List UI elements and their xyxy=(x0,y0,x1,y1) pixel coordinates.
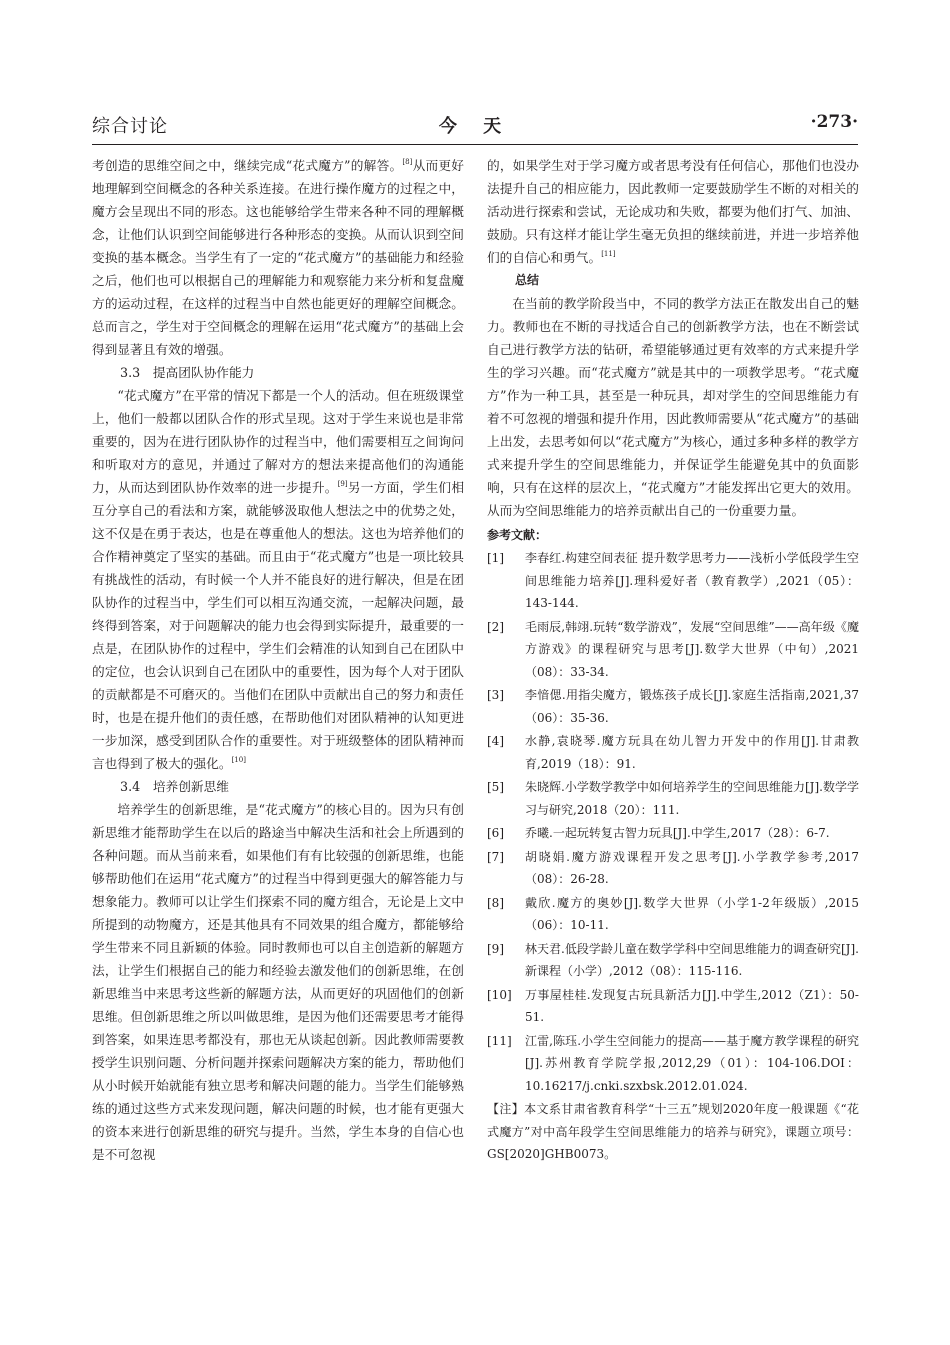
reference-number: [1] xyxy=(487,551,504,565)
citation: [11] xyxy=(601,250,616,258)
reference-number: [4] xyxy=(487,734,504,748)
reference-number: [9] xyxy=(487,941,504,956)
references-heading: 参考文献： xyxy=(487,528,548,542)
running-header xyxy=(92,112,858,142)
section-heading-3-4: 3.4 培养创新思维 xyxy=(120,779,229,794)
journal-title: 今 天 xyxy=(438,116,512,137)
reference-text: 万事屋桂桂.发现复古玩具新活力[J].中学生,2012（Z1）：50-51. xyxy=(525,987,859,1024)
citation: [8] xyxy=(402,158,413,166)
section-label: 综合讨论 xyxy=(92,116,168,137)
left-column xyxy=(92,154,464,1166)
reference-number: [8] xyxy=(487,895,504,910)
reference-text: 李愔偲.用指尖魔方，锻炼孩子成长[J].家庭生活指南,2021,37（06）：35-36. xyxy=(525,688,859,725)
reference-text: 水静,袁晓琴.魔方玩具在幼儿智力开发中的作用[J].甘肃教育,2019（18）：91. xyxy=(525,734,859,771)
section-heading-3-3: 3.3 提高团队协作能力 xyxy=(120,365,255,380)
reference-item xyxy=(487,616,859,684)
reference-number: [10] xyxy=(487,987,512,1002)
reference-text: 乔曦.一起玩转复古智力玩具[J].中学生,2017（28）：6-7. xyxy=(525,826,830,840)
paragraph-text: 另一方面，学生们相互分享自己的看法和方案，就能够汲取他人想法之中的优势之处，这不仅是在勇于表达，也是在尊重他人的想法。这也为培养他们的合作精神奠定了坚实的基础。而且由于“花式魔方”也是一项比较具有挑战性的活动，有时候一个人并不能良好的进行解决，但是在团队协作的过程当中，学生们可以相互沟通交流，一起解决问题，最终得到答案，对于问题解决的能力也会得到实际提升，最重要的一点是，在团队协作的过程中，学生们会精准的认知到自己在团队中的定位，也会认识到自己在团队中的重要性，因为每个人对于团队的贡献都是不可磨灭的。当他们在团队中贡献出自己的努力和责任时，也是在提升他们的责任感，在帮助他们对团队精神的认知更进一步加深，感受到团队合作的重要性。对于班级整体的团队精神而言也得到了极大的强化。 xyxy=(92,480,465,771)
reference-number: [7] xyxy=(487,849,504,864)
reference-text: 胡晓娟.魔方游戏课程开发之思考[J].小学教学参考,2017（08）：26-28. xyxy=(525,849,859,886)
paragraph-text: 从而更好地理解到空间概念的各种关系连接。在进行操作魔方的过程之中，魔方会呈现出不同的形态。这也能够给学生带来各种不同的理解概念，让他们认识到空间能够进行各种形态的变换。从而认识到空间变换的基本概念。当学生有了一定的“花式魔方”的基础能力和经验之后，他们也可以根据自己的理解能力和观察能力来分析和复盘魔方的运动过程，在这样的过程当中自然也能更好的理解空间概念。总而言之，学生对于空间概念的理解在运用“花式魔方”的基础上会得到显著且有效的增强。 xyxy=(92,158,464,357)
reference-text: 李春红.构建空间表征 提升数学思考力——浅析小学低段学生空间思维能力培养[J].理科爱好者（教育教学）,2021（05）：143-144. xyxy=(525,551,859,610)
citation: [9] xyxy=(337,480,348,488)
funding-note: 【注】本文系甘肃省教育科学“十三五”规划2020年度一般课题《“花式魔方”对中高年段学生空间思维能力的培养与研究》，课题立项号：GS[2020]GHB0073。 xyxy=(487,1102,859,1161)
header-rule xyxy=(92,144,858,145)
reference-item xyxy=(487,547,859,615)
paragraph-text: “花式魔方”在平常的情况下都是一个人的活动。但在班级课堂上，他们一般都以团队合作的形式呈现。这对于学生来说也是非常重要的，因为在进行团队协作的过程当中，他们需要相互之间询问和听取对方的意见，并通过了解对方的想法来提高他们的沟通能力，从而达到团队协作效率的进一步提升。 xyxy=(92,388,464,495)
reference-item xyxy=(487,684,859,729)
reference-number: [6] xyxy=(487,826,504,840)
reference-number: [11] xyxy=(487,1033,512,1048)
reference-item xyxy=(487,822,859,845)
reference-number: [5] xyxy=(487,780,504,794)
paragraph xyxy=(487,154,859,269)
right-column xyxy=(487,154,859,1166)
paragraph: 在当前的教学阶段当中，不同的教学方法正在散发出自己的魅力。教师也在不断的寻找适合自己的创新教学方法，也在不断尝试自己进行教学方法的钻研，希望能够通过更有效率的方式来提升学生的学习兴趣。而“花式魔方”就是其中的一项教学思考。“花式魔方”作为一种工具，甚至是一种玩具，却对学生的空间思维能力有着不可忽视的增强和提升作用，因此教师需要从“花式魔方”的基础上出发，去思考如何以“花式魔方”为核心，通过多种多样的教学方式来提升学生的空间思维能力，并保证学生能避免其中的负面影响，只有在这样的层次上，“花式魔方”才能发挥出它更大的效用。从而为空间思维能力的培养贡献出自己的一份重要力量。 xyxy=(487,296,859,518)
reference-number: [2] xyxy=(487,619,504,634)
reference-text: 毛雨辰,韩翊.玩转“数学游戏”，发展“空间思维”——高年级《魔方游戏》的课程研究与思考[J].数学大世界（中旬）,2021（08）：33-34. xyxy=(525,619,859,679)
reference-item xyxy=(487,938,859,983)
paragraph: 培养学生的创新思维，是“花式魔方”的核心目的。因为只有创新思维才能帮助学生在以后的路途当中解决生活和社会上所遇到的各种问题。而从当前来看，如果他们有有比较强的创新思维，也能够帮助他们在运用“花式魔方”的过程当中得到更强大的解答能力与想象能力。教师可以让学生们探索不同的魔方组合，无论是上文中所提到的动物魔方，还是其他具有不同效果的组合魔方，都能够给学生带来不同且新颖的体验。同时教师也可以自主创造新的解题方法，让学生们根据自己的能力和经验去激发他们的创新思维，在创新思维当中来思考这些新的解题方法，从而更好的巩固他们的创新思维。但创新思维之所以叫做思维，是因为他们还需要思考才能得到答案，如果连思考都没有，那也无从谈起创新。因此教师需要教授学生识别问题、分析问题并探索问题解决方案的能力，帮助他们从小时候开始就能有独立思考和解决问题的能力。当学生们能够熟练的通过这些方式来发现问题，解决问题的时候，也才能有更强大的资本来进行创新思维的研究与提升。当然，学生本身的自信心也是不可忽视 xyxy=(92,802,464,1162)
reference-list xyxy=(487,547,859,1097)
paragraph-text: 的，如果学生对于学习魔方或者思考没有任何信心，那他们也没办法提升自己的相应能力，因此教师一定要鼓励学生不断的对相关的活动进行探索和尝试，无论成功和失败，都要为他们打气、加油、鼓励。只有这样才能让学生毫无负担的继续前进，并进一步培养他们的自信心和勇气。 xyxy=(487,158,859,265)
reference-text: 戴欣.魔方的奥妙[J].数学大世界（小学1-2年级版）,2015（06）：10-11. xyxy=(525,895,859,932)
reference-item xyxy=(487,846,859,891)
reference-item xyxy=(487,892,859,937)
citation: [10] xyxy=(231,756,246,764)
reference-text: 朱晓辉.小学数学教学中如何培养学生的空间思维能力[J].数学学习与研究,2018（20）：111. xyxy=(525,780,859,817)
reference-text: 林天君.低段学龄儿童在数学学科中空间思维能力的调查研究[J].新课程（小学）,2012（08）：115-116. xyxy=(525,941,859,978)
reference-item xyxy=(487,730,859,775)
reference-item xyxy=(487,1030,859,1098)
reference-text: 江雷,陈珏.小学生空间能力的提高——基于魔方教学课程的研究[J].苏州教育学院学报,2012,29（01）：104-106.DOI：10.16217/j.cnki.szxbsk.2012.01.024. xyxy=(525,1033,859,1093)
page-number: ·273· xyxy=(810,112,858,132)
reference-item xyxy=(487,776,859,821)
paragraph-text: 考创造的思维空间之中，继续完成“花式魔方”的解答。 xyxy=(92,158,403,173)
reference-item xyxy=(487,984,859,1029)
paragraph xyxy=(92,384,464,775)
summary-heading: 总结 xyxy=(515,273,540,287)
reference-number: [3] xyxy=(487,688,504,702)
paragraph xyxy=(92,154,464,361)
